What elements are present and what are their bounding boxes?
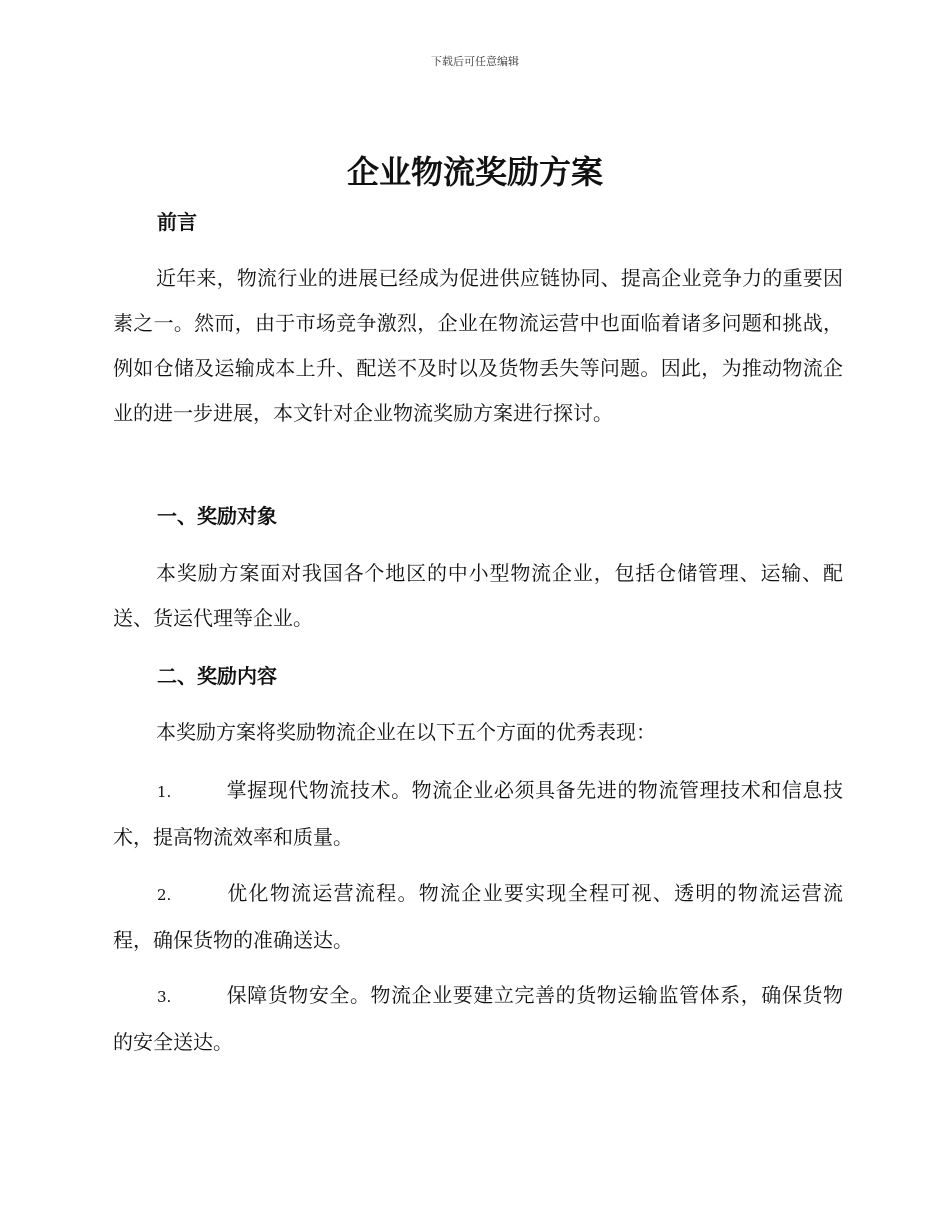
list-item-number: 2.: [157, 886, 172, 904]
list-item-text: 优化物流运营流程。物流企业要实现全程可视、透明的物流运营流程，确保货物的准确送达。: [113, 881, 843, 952]
page-header-note: 下载后可任意编辑: [431, 55, 519, 68]
document-title: 企业物流奖励方案: [346, 153, 603, 191]
list-item-number: 1.: [157, 783, 172, 801]
section-1-heading: 一、奖励对象: [157, 504, 277, 528]
list-item: [113, 768, 843, 860]
preface-heading: 前言: [157, 210, 197, 234]
list-item-number: 3.: [157, 988, 172, 1006]
list-item-text: 保障货物安全。物流企业要建立完善的货物运输监管体系，确保货物的安全送达。: [113, 983, 843, 1054]
section-2-intro: 本奖励方案将奖励物流企业在以下五个方面的优秀表现：: [156, 720, 656, 744]
preface-paragraph: 近年来，物流行业的进展已经成为促进供应链协同、提高企业竞争力的重要因素之一。然而，由于市场竞争激烈，企业在物流运营中也面临着诸多问题和挑战，例如仓储及运输成本上升、配送不及时以及货物丢失等问题。因此，为推动物流企业的进一步进展，本文针对企业物流奖励方案进行探讨。: [113, 266, 843, 425]
section-1-paragraph: 本奖励方案面对我国各个地区的中小型物流企业，包括仓储管理、运输、配送、货运代理等企业。: [113, 561, 843, 630]
list-item-text: 掌握现代物流技术。物流企业必须具备先进的物流管理技术和信息技术，提高物流效率和质量。: [113, 778, 843, 849]
list-item: [113, 871, 843, 963]
section-2-heading: 二、奖励内容: [157, 664, 277, 688]
list-item: [113, 973, 843, 1065]
